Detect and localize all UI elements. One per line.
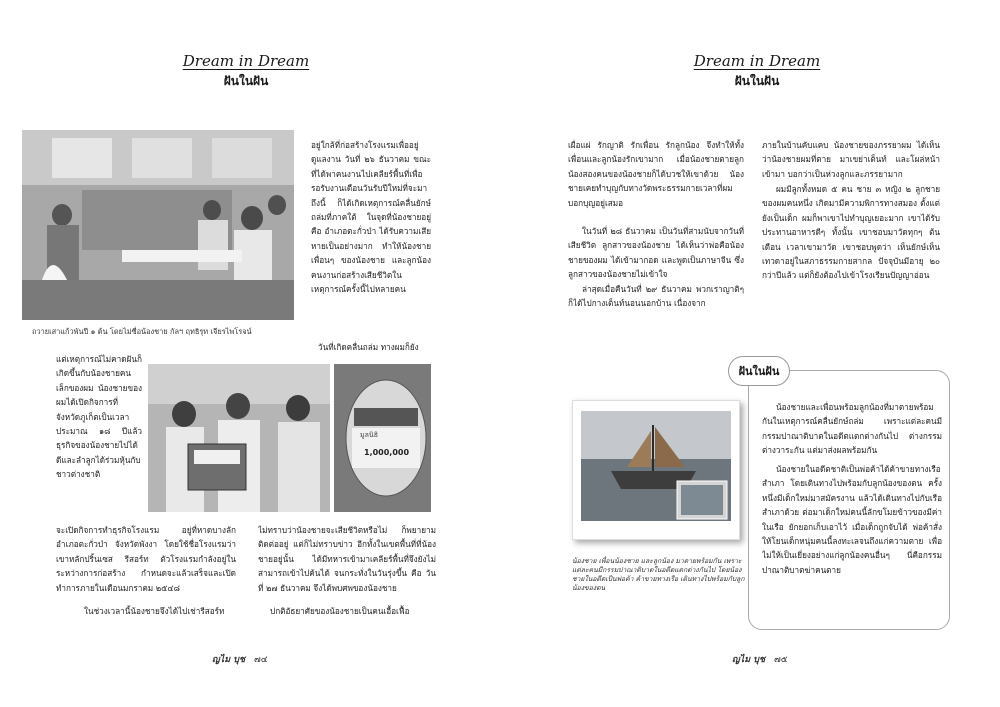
ceremony-photo	[22, 130, 294, 320]
donation-photo-illustration	[148, 364, 330, 512]
page-number: ๗๔	[253, 655, 268, 665]
header-title-en: Dream in Dream	[693, 52, 821, 70]
right-col2-para2: ผมมีลูกทั้งหมด ๕ คน ชาย ๓ หญิง ๒ ลูกชายของผมคนหนึ่ง เกิดมามีความพิการทางสมอง ตั้งแต่ยังเป็นเด็ก ผมก็พาเขาไปทำบุญเยอะมาก เขาได้รับประทานอาหารดีๆ ทั้งนั้น เขาชอบมาวัดทุกๆ ต้นเดือน เวลาเขามาวัด เขาชอบพูดว่า เห็นยักษ์เห็นเทวดาอยู่ในสภาธรรมกายสากล ปัจจุบันมีอายุ ๒๐ กว่าปีแล้ว แต่ก็ยังต้องไปเข้าโรงเรียนปัญญาอ่อน	[762, 184, 940, 281]
sign-text: มูลนิธิ	[360, 431, 378, 439]
dream-box-title: ฝันในฝัน	[728, 356, 790, 386]
boat-photo-frame	[572, 400, 740, 540]
ceremony-photo-illustration	[22, 130, 294, 320]
left-text-top-right-cont: วันที่เกิดคลื่นถล่ม ทางผมก็ยัง	[318, 342, 419, 352]
sign-amount: 1,000,000	[364, 448, 410, 457]
header-title-th: ฝันในฝัน	[734, 74, 780, 88]
page-number: ๗๕	[773, 655, 788, 665]
left-text-bottom-left-cont: ในช่วงเวลานี้น้องชายจึงได้ไปเช่ารีสอร์ท	[84, 606, 225, 616]
left-text-bottom-left: จะเปิดกิจการทำธุรกิจโรงแรม อยู่ที่หาดบางลัก อำเภอตะกั่วป่า จังหวัดพังงา โดยใช้ชื่อโรงแรมว่า เขาหลักปริ้นเซส รีสอร์ท ตัวโรงแรมกำลังอยู่ในระหว่างการก่อสร้าง กำหนดจะแล้วเสร็จและเปิดทำการภายในเดือนมกราคม ๒๕๔๘	[56, 525, 236, 593]
right-col1-para1: เผื่อแผ่ รักญาติ รักเพื่อน รักลูกน้อง จึงทำให้ทั้งเพื่อนและลูกน้องรักเขามาก เมื่อน้องชายตายลูกน้องสองคนของน้องชายก็ได้บวชให้เขาด้วย น้องชายเคยทำบุญกับทางวัดพระธรรมกายเวลาที่ผมบอกบุญอยู่เสมอ	[568, 140, 744, 208]
right-footer	[732, 652, 788, 666]
boat-photo-caption: น้องชาย เพื่อนน้องชาย และลูกน้อง มาตายพร้อมกัน เพราะแต่ละคนมีกรรมปาณาติบาตในอดีตแตกต่างกันไป โดยน้องชายในอดีตเป็นพ่อค้า ค้าขายทางเรือ เดินทางไปพร้อมกับลูกน้องของตน	[572, 557, 745, 592]
donation-sign-photo	[334, 364, 431, 512]
left-text-bottom-right: ไม่ทราบว่าน้องชายจะเสียชีวิตหรือไม่ ก็พยายามติดต่ออยู่ แต่ก็ไม่ทราบข่าว อีกทั้งในเขตพื้นที่ที่น้องชายอยู่นั้น ได้มีทหารเข้ามาเคลียร์พื้นที่จึงยังไม่สามารถเข้าไปค้นได้ จนกระทั่งในวันรุ่งขึ้น คือ วันที่ ๒๗ ธันวาคม จึงได้พบศพของน้องชาย	[258, 525, 436, 593]
left-text-mid: แต่เหตุการณ์ไม่คาดฝันก็เกิดขึ้นกับน้องชายคนเล็กของผม น้องชายของผมได้เปิดกิจการที่จังหวัดภูเก็ตเป็นเวลาประมาณ ๑๘ ปีแล้ว ธุรกิจของน้องชายไปได้ดีและลำลูกได้ร่วมหุ้นกับชาวต่างชาติ	[56, 354, 142, 480]
left-text-top-right: อยู่ใกล้ที่ก่อสร้างโรงแรมเพื่ออยู่ดูแลงาน วันที่ ๒๖ ธันวาคม ขณะที่ได้พาคนงานไปเคลียร์พื้นที่เพื่อรอรับงานเดือนวันรับปีใหม่ที่จะมาถึงนี้ ก็ได้เกิดเหตุการณ์คลื่นยักษ์ถล่มที่ภาคใต้ ในจุดที่น้องชายอยู่ คือ อำเภอตะกั่วป่า ได้รับความเสียหายเป็นอย่างมาก ทำให้น้องชาย เพื่อนๆ ของน้องชาย และลูกน้อง คนงานก่อสร้างเสียชีวิตในเหตุการณ์ครั้งนี้ไปหลายคน	[311, 140, 431, 295]
left-text-bottom-right-cont: ปกติอัธยาศัยของน้องชายเป็นคนเอื้อเฟื้อ	[270, 606, 410, 616]
right-col1-para3: ล่าสุดเมื่อคืนวันที่ ๒๙ ธันวาคม พวกเราญาติๆ ก็ได้ไปกางเต็นท์นอนนอกบ้าน เนื่องจาก	[568, 284, 744, 309]
boat-photo-illustration	[581, 411, 731, 521]
right-col1-para2: ในวันที่ ๒๘ ธันวาคม เป็นวันที่สามนับจากวันที่เสียชีวิต ลูกสาวของน้องชาย ได้เห็นว่าพ่อคือน้องชายของผม ได้เข้ามากอด และพูดเป็นภาษาจีน ซึ่งลูกสาวของน้องชายไม่เข้าใจ	[568, 226, 744, 280]
donation-sign-illustration	[334, 364, 431, 512]
right-page-header	[657, 52, 857, 91]
left-page-header	[146, 52, 346, 91]
dream-box-para2: น้องชายในอดีตชาติเป็นพ่อค้าได้ค้าขายทางเรือสำเภา โดยเดินทางไปพร้อมกับลูกน้องของตน ครั้งหนึ่งมีเด็กใหม่มาสมัครงาน แล้วได้เดินทางไปกับเรือสำเภาด้วย ต่อมาเด็กใหม่คนนี้ลักขโมยข้าวของมีค่าในเรือ ยักยอกเก็บเอาไว้ เมื่อเด็กถูกจับได้ พ่อค้าสั่งให้โยนเด็กหนุ่มคนนี้ลงทะเลจนถึงแก่ความตาย เพื่อไม่ให้เป็นเยี่ยงอย่างแก่ลูกน้องคนอื่นๆ นี่คือกรรมปาณาติบาตฆ่าคนตาย	[762, 464, 942, 575]
right-page	[500, 0, 1000, 707]
footer-logo: ญไม บุช	[212, 655, 246, 665]
dream-box-para1: น้องชายและเพื่อนพร้อมลูกน้องที่มาตายพร้อมกันในเหตุการณ์คลื่นยักษ์ถล่ม เพราะแต่ละคนมีกรรมปาณาติบาตในอดีตแตกต่างกันไป ต่างกรรมต่างวาระกัน แต่มาส่งผลพร้อมกัน	[762, 402, 942, 456]
footer-logo: ญไม บุช	[732, 655, 766, 665]
header-title-en: Dream in Dream	[182, 52, 310, 70]
ceremony-photo-caption: ถวายเสาแก้วพันปี ๑ ต้น โดยไม่ซื่อน้องชาย กัลฯ ฤทธิรุท เจียรไพโรจน์	[32, 327, 252, 336]
header-title-th: ฝันในฝัน	[223, 74, 269, 88]
donation-photo	[148, 364, 330, 512]
right-col2-para1: ภายในบ้านคับแคบ น้องชายของภรรยาผม ได้เห็นว่าน้องชายผมที่ตาย มาเขย่าเต็นท์ และโผล่หน้าเข้ามา บอกว่าเป็นห่วงลูกและภรรยามาก	[762, 140, 940, 179]
left-footer	[212, 652, 268, 666]
